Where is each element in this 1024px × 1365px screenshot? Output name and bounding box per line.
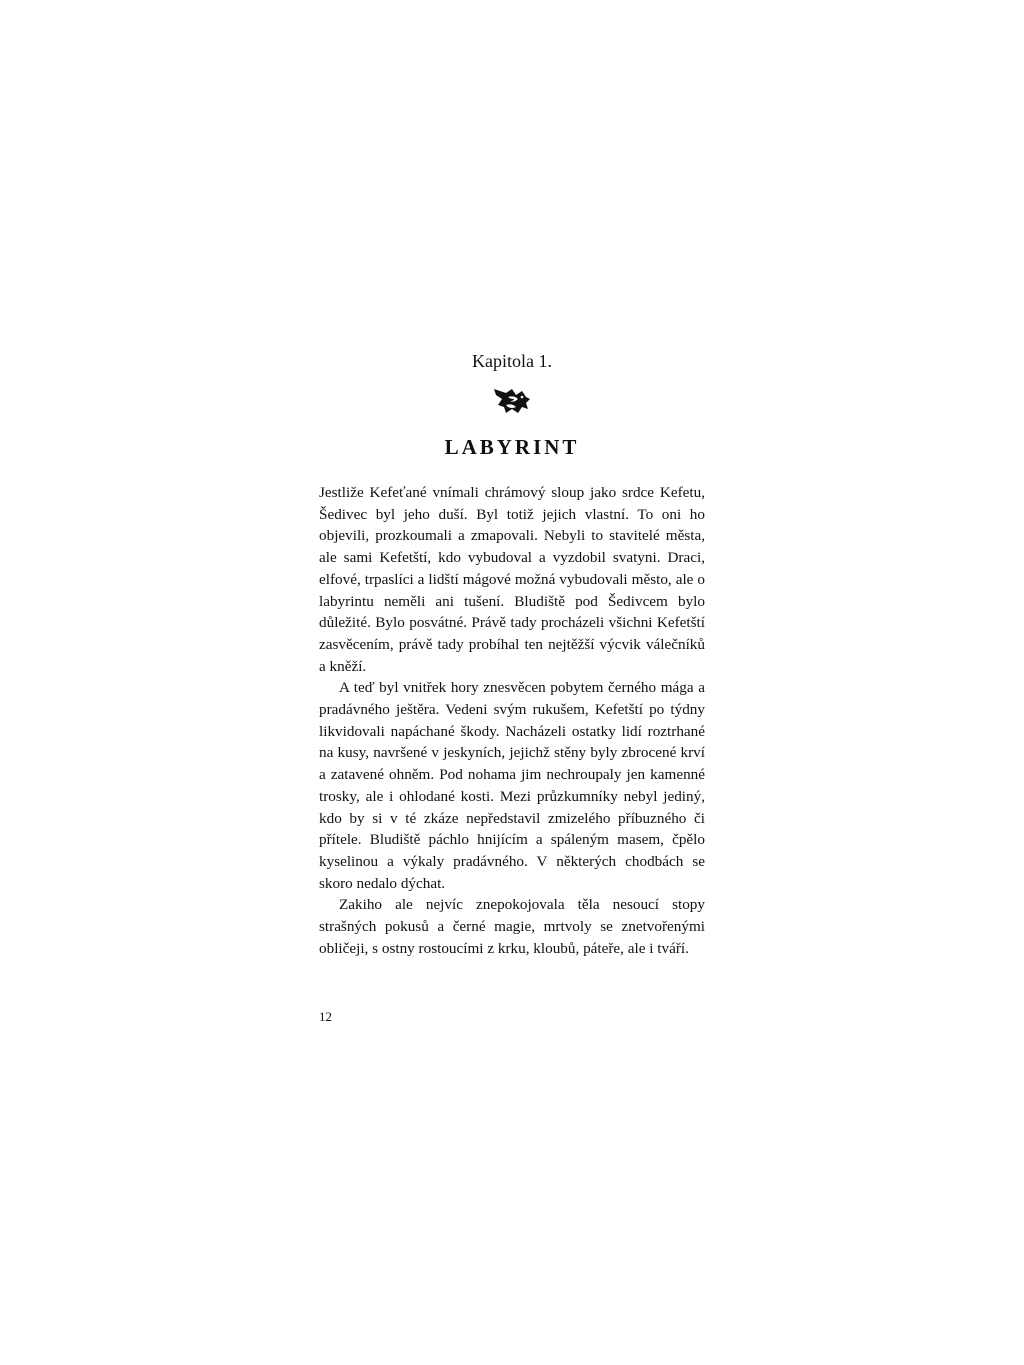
body-text (319, 482, 705, 959)
chapter-title: LABYRINT (444, 435, 580, 459)
page-number: 12 (319, 1009, 332, 1024)
dragon-ornament-icon (492, 385, 532, 417)
paragraph: Jestliže Kefeťané vnímali chrámový sloup jako srdce Kefetu, Šedivec byl jeho duší. Byl totiž jejich vlastní. To oni ho objevili, prozkoumali a zmapovali. Nebyli to stavitelé města, ale sami Kefetští, kdo vybudoval a vyzdobil svatyni. Draci, elfové, trpaslíci a lidští mágové možná vybudovali město, ale o labyrintu neměli ani tušení. Bludiště pod Šedivcem bylo důležité. Bylo posvátné. Právě tady procházeli všichni Kefetští zasvěcením, právě tady probíhal ten nejtěžší výcvik válečníků a kněží. (319, 484, 705, 675)
chapter-label: Kapitola 1. (472, 351, 552, 371)
paragraph: A teď byl vnitřek hory znesvěcen pobytem černého mága a pradávného ještěra. Vedeni svým rukušem, Kefetští po týdny likvidovali napáchané škody. Nacházeli ostatky lidí roztrhané na kusy, navršené v jeskyních, jejichž stěny byly zbrocené krví a zatavené ohněm. Pod nohama jim nechroupaly jen kamenné trosky, ale i ohlodané kosti. Mezi průzkumníky nebyl jediný, kdo by si v té zkáze nepředstavil zmizelého příbuzného či přítele. Bludiště páchlo hnijícím a spáleným masem, čpělo kyselinou a výkaly pradávného. V některých chodbách se skoro nedalo dýchat. (319, 679, 705, 892)
paragraph: Zakiho ale nejvíc znepokojovala těla nesoucí stopy strašných pokusů a černé magie, mrtvoly se znetvořenými obličeji, s ostny rostoucími z krku, kloubů, páteře, ale i tváří. (319, 896, 705, 957)
